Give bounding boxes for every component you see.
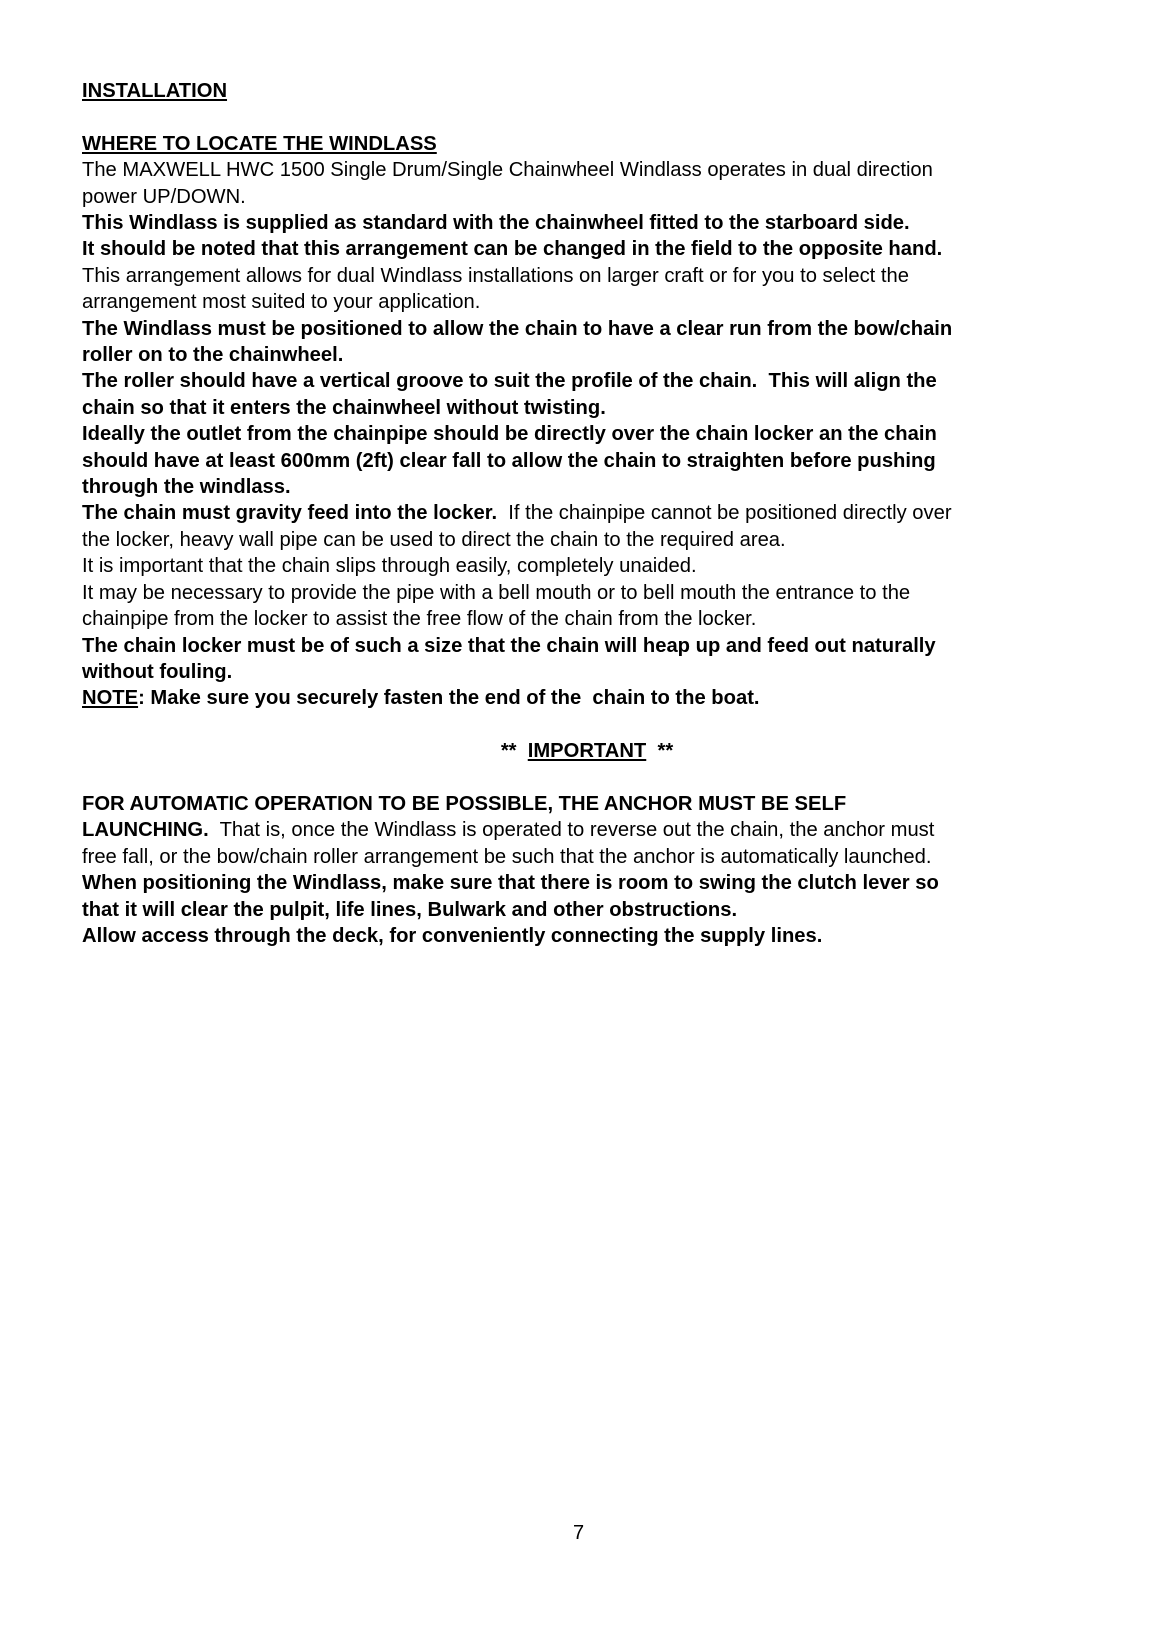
auto-bold-text: LAUNCHING. [82,819,209,842]
text-line: Allow access through the deck, for conveniently connecting the supply lines. [82,924,823,947]
note-label: NOTE [82,687,139,710]
text-line: arrangement most suited to your application. [82,291,481,314]
text-line: should have at least 600mm (2ft) clear fall to allow the chain to straighten before pushing [82,449,936,472]
text-line: The Windlass must be positioned to allow the chain to have a clear run from the bow/chain [82,317,953,340]
paragraph-block-2 [82,527,1092,685]
auto-line-1: FOR AUTOMATIC OPERATION TO BE POSSIBLE, THE ANCHOR MUST BE SELF [82,792,847,815]
text-line: The MAXWELL HWC 1500 Single Drum/Single Chainwheel Windlass operates in dual direction [82,159,933,182]
text-line: This Windlass is supplied as standard with the chainwheel fitted to the starboard side. [82,212,910,235]
document-page [82,78,1092,949]
text-line: The chain locker must be of such a size that the chain will heap up and feed out naturally [82,634,936,657]
text-line: roller on to the chainwheel. [82,344,344,367]
gravity-bold-text: The chain must gravity feed into the locker. [82,502,498,525]
text-line: The roller should have a vertical groove to suit the profile of the chain. This will align the [82,370,937,393]
paragraph-block-3 [82,844,1092,950]
text-line: power UP/DOWN. [82,185,246,208]
auto-rest-text: That is, once the Windlass is operated to reverse out the chain, the anchor must [208,819,935,842]
gravity-line [82,500,1092,526]
important-label: IMPORTANT [527,740,647,763]
text-line: chainpipe from the locker to assist the free flow of the chain from the locker. [82,608,757,631]
text-line: When positioning the Windlass, make sure that there is room to swing the clutch lever so [82,872,939,895]
section-heading: INSTALLATION [82,80,228,102]
text-line: free fall, or the bow/chain roller arrangement be such that the anchor is automatically launched. [82,845,932,868]
text-line: It should be noted that this arrangement can be changed in the field to the opposite hand. [82,238,943,261]
text-line: chain so that it enters the chainwheel without twisting. [82,396,606,419]
subsection-heading: WHERE TO LOCATE THE WINDLASS [82,132,437,155]
text-line: Ideally the outlet from the chainpipe should be directly over the chain locker an the chain [82,423,937,446]
text-line: This arrangement allows for dual Windlass installations on larger craft or for you to select the [82,264,909,287]
text-line: the locker, heavy wall pipe can be used to direct the chain to the required area. [82,528,786,551]
important-banner [82,738,1092,764]
paragraph-block-1 [82,157,1092,500]
text-line: that it will clear the pulpit, life lines, Bulwark and other obstructions. [82,898,738,921]
important-prefix: ** [500,740,528,763]
note-line [82,685,1092,711]
note-text: : Make sure you securely fasten the end of the chain to the boat. [138,687,760,710]
text-line: through the windlass. [82,476,291,499]
important-suffix: ** [646,740,674,763]
gravity-rest-text: If the chainpipe cannot be positioned directly over [497,502,952,525]
text-line: It may be necessary to provide the pipe with a bell mouth or to bell mouth the entrance to the [82,581,911,604]
page-number: 7 [572,1522,585,1544]
text-line: It is important that the chain slips through easily, completely unaided. [82,555,697,578]
auto-line-2 [82,817,1092,843]
text-line: without fouling. [82,660,233,683]
